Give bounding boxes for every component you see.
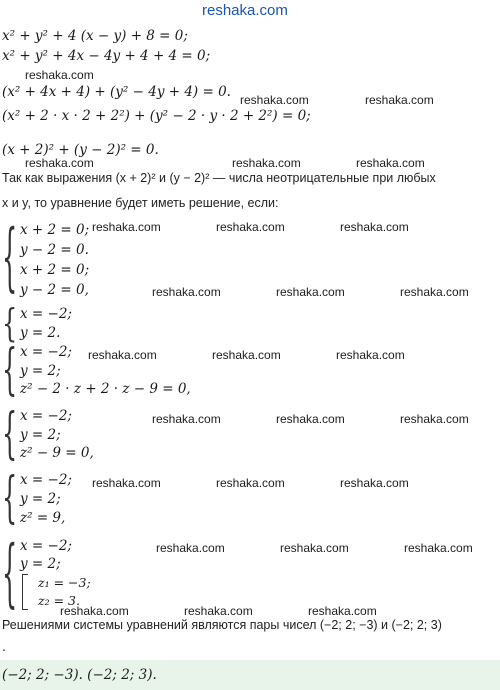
watermark: reshaka.com	[216, 476, 285, 490]
watermark: reshaka.com	[88, 348, 157, 362]
equation-line-5: (x + 2)² + (y − 2)² = 0.	[2, 142, 159, 158]
watermark: reshaka.com	[340, 220, 409, 234]
system-brace: {	[2, 529, 18, 617]
equation-line-4: (x² + 2 · x · 2 + 2²) + (y² − 2 · y · 2 + 2²) = 0;	[2, 108, 311, 124]
set-bracket	[22, 574, 28, 610]
watermark: reshaka.com	[216, 220, 285, 234]
watermark: reshaka.com	[60, 604, 129, 618]
system-5-line-3: z² = 9,	[20, 510, 66, 526]
explanation-line-2: x и y, то уравнение будет иметь решение, если:	[2, 196, 279, 210]
watermark: reshaka.com	[280, 541, 349, 555]
answer-text: (−2; 2; −3). (−2; 2; 3).	[2, 667, 157, 683]
watermark: reshaka.com	[25, 156, 94, 170]
watermark: reshaka.com	[156, 541, 225, 555]
watermark: reshaka.com	[400, 412, 469, 426]
system-brace: {	[2, 401, 18, 466]
system-3-line-3: z² − 2 · z + 2 · z − 9 = 0,	[20, 381, 191, 397]
watermark-top: reshaka.com	[202, 2, 288, 19]
system-6-root-1: z₁ = −3;	[38, 575, 91, 590]
system-1-line-4: y − 2 = 0,	[20, 282, 89, 298]
system-3-line-2: y = 2;	[20, 363, 61, 379]
system-brace: {	[2, 465, 18, 530]
watermark: reshaka.com	[340, 476, 409, 490]
system-4-line-3: z² − 9 = 0,	[20, 445, 94, 461]
system-brace: {	[2, 300, 18, 346]
system-1-line-2: y − 2 = 0.	[20, 242, 89, 258]
system-6-root-2: z₂ = 3.	[38, 593, 80, 608]
conclusion-text: Решениями системы уравнений являются пары чисел (−2; 2; −3) и (−2; 2; 3)	[2, 618, 442, 632]
watermark: reshaka.com	[336, 348, 405, 362]
conclusion-dot: .	[2, 640, 6, 654]
watermark: reshaka.com	[184, 604, 253, 618]
watermark: reshaka.com	[25, 68, 94, 82]
watermark: reshaka.com	[240, 93, 309, 107]
system-brace: {	[2, 337, 18, 402]
watermark: reshaka.com	[404, 541, 473, 555]
watermark: reshaka.com	[276, 285, 345, 299]
equation-line-1: x² + y² + 4 (x − y) + 8 = 0;	[2, 28, 188, 44]
watermark: reshaka.com	[92, 476, 161, 490]
watermark: reshaka.com	[212, 348, 281, 362]
watermark: reshaka.com	[356, 156, 425, 170]
system-1-line-3: x + 2 = 0;	[20, 262, 90, 278]
explanation-line-1: Так как выражения (x + 2)² и (y − 2)² — числа неотрицательные при любых	[2, 171, 436, 185]
watermark: reshaka.com	[308, 604, 377, 618]
watermark: reshaka.com	[152, 285, 221, 299]
system-4-line-2: y = 2;	[20, 427, 61, 443]
system-6-line-2: y = 2;	[20, 556, 61, 572]
system-1-line-1: x + 2 = 0;	[20, 222, 90, 238]
watermark: reshaka.com	[400, 285, 469, 299]
system-2-line-2: y = 2.	[20, 325, 61, 341]
system-5-line-1: x = −2;	[20, 472, 72, 488]
system-2-line-1: x = −2;	[20, 306, 72, 322]
watermark: reshaka.com	[365, 93, 434, 107]
equation-line-2: x² + y² + 4x − 4y + 4 + 4 = 0;	[2, 48, 211, 64]
watermark: reshaka.com	[92, 220, 161, 234]
watermark: reshaka.com	[152, 412, 221, 426]
system-6-line-1: x = −2;	[20, 538, 72, 554]
equation-line-3: (x² + 4x + 4) + (y² − 4y + 4) = 0.	[2, 84, 231, 100]
system-5-line-2: y = 2;	[20, 491, 61, 507]
watermark: reshaka.com	[232, 156, 301, 170]
system-brace: {	[2, 213, 18, 301]
watermark: reshaka.com	[276, 412, 345, 426]
system-4-line-1: x = −2;	[20, 408, 72, 424]
system-3-line-1: x = −2;	[20, 344, 72, 360]
